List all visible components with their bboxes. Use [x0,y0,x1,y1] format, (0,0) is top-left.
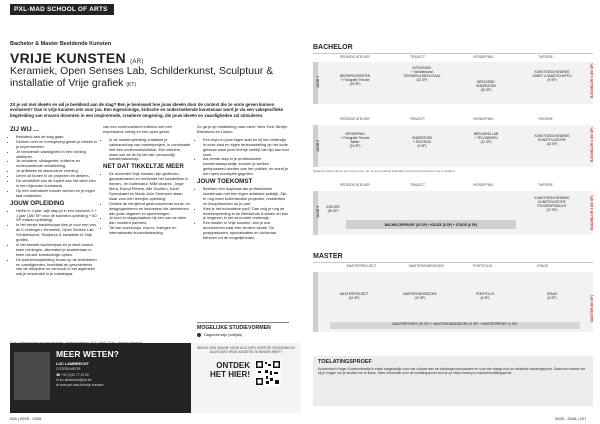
paragraph: van een onderzoekend individu met een expressieve menig en een open geest. [103,124,172,134]
subtitle [10,66,292,91]
phone-icon: ☎ [56,373,62,377]
master-strip: MASTERPROEF (30 SP) + MASTERONDERZOEK (9 SP) + MASTERPROEF (3 SP) [330,322,580,329]
globe-icon: ⊕ [56,383,60,387]
row-side-label: BACHELOR 1 (60 SP) [590,63,594,98]
contact-site[interactable]: ⊕ www.pxl-mad.be/vrije-kunsten [56,383,104,387]
list-opleiding [10,209,98,278]
phase-label: STAGE [537,264,549,268]
master-cell: STAGE (6 SP) [546,292,558,300]
circle-check-icon [197,333,201,337]
page-footer-right: 2025 - 2026 | 227 [555,416,587,421]
list-zij-wij [10,135,98,199]
list-item: • Als eerste stap in je professionele kunstenaarspraktijk, kunnen je werken geëxposeerd worden aan het publiek, en wordt je een open kunstplek gegeven. [203,157,289,177]
list-item: • Tal van workshops, expo's, lezingen en internationale kunstuitwisseling. [109,226,191,236]
paragraph: Zo ga je op ontdekking naar meer: New York, Berlijn, Barcelona en Lisbon. [197,124,288,134]
list-item: • De creativiteit van de expert aan het werk zien in een bijzonder kunstwerk. [16,179,98,189]
list-tikkeltje [103,172,191,236]
list-item: • Herfst in 4 jaar: wijk stap je in een bachelor 3 + 1 jaar (180 SP voor de bachelor-opleiding + 60 SP master-opleiding). [16,209,98,224]
bachelor-cell: ATELIER (30 SP) [326,205,340,213]
row-label: JAAR 2 [316,139,320,152]
list-item: • Je kunt er stageplaatsen bij één van de meer dan honderd partners. [109,216,191,226]
list-item: • Kies je het educatieve pad? Dan volg je nog de lerarenopleiding in de Beeldende Kunsten en kan je lesgeven in het secundair onderwijs. [203,207,289,222]
contact-photo [14,352,50,400]
column-2 [103,125,191,236]
list-item: • In de masteropleiding ontwikkel je vakmanschap van masterproject, in combinatie met een onderzoeksluitstuk. Een kleinere, maar ook de ist bij het vak: persoonlijk kunstenaarschap. [109,138,191,163]
list-item: • In het tweede bachelorjaar en je kiest tussen twee richtingen, alternatief je studeerbaar in twee nieuwe kunstzinnige opties. [16,243,98,258]
phase-label: PERIODE ATELIER [340,55,370,59]
contact-role: COÖRDINATOR [56,367,81,371]
bachelor-cell: INTEGRATIE + Schilderkunst TEKENEN & BEELDTAAL (21 SP) [403,66,441,82]
phase-label: PERIODE ATELIER [340,117,370,121]
school-header: PXL-MAD SCHOOL OF ARTS [10,4,114,15]
bachelor-cell: BEELDEND ONDERZOEK (15 SP) [475,80,497,92]
contact-email[interactable]: ✉ luc.lambrecht@pxl.be [56,378,92,382]
phase-label: THEORIE [538,117,553,121]
intro-text: Zit je vol met ideeën en wil je beeldend aan de slag? Ben je benieuwd hoe jouw ideeën door de context die ze vorm geven kunnen evolueren? Dan is vrije kunsten iets voor jou. Een eigenzinnige, kritische en onderzoekende kunstenaar word je via een vakspecifieke begeleiding van ervaren docenten in een inspirerende, creatieve omgeving, die jouw ideeën en vaardigheden zal stimuleren. [10,102,284,118]
row-label: JAAR 1 [316,75,320,88]
phase-label: VERDIEPING [473,117,494,121]
list-item: • Op een individuele manier werken en je eigen taal ontdekken. [16,189,98,199]
phase-label: TRAJECT [410,183,426,187]
list-item: • De bachelorsopleiding focust op de technieken en vaardigheden, beeldtaal en geschiedenis van de discipline en verhoudt in het algemeen wat je bewandelt in je masterjaar. [16,258,98,278]
list-item: • Je creatieve, uitdagende, kritische en onderzoekende ontwikkeling. [16,159,98,169]
bachelor-cell: KUNSTGESCHIEDENIS KUNSTFILOSOFIE STUDIEOPDRACHT (21 SP) [534,196,570,212]
phase-label: THEORIE [538,183,553,187]
phase-label: VERDIEPING [473,183,494,187]
qr-code-icon[interactable] [255,360,281,386]
master-cell: MASTERONDERZOEK (12 SP) [403,292,437,300]
heading-jouw-opleiding: JOUW OPLEIDING [10,199,65,207]
phase-label: VERDIEPING [473,55,494,59]
divider [313,262,593,263]
phase-label: MASTERONDERZOEK [409,264,444,268]
list-master [103,138,191,163]
list-item: • Beeldend aan de slag gaan. [16,135,98,140]
subtitle-tag: (KT) [126,81,137,88]
phase-label: PERIODE ATELIER [340,183,370,187]
bachelor-note: Naast de Performance een lid van een van de interessante Standard of Performance kerken die in Holland. [313,169,456,173]
column-3 [197,125,289,241]
list-item: • Ontdek de verrijkend gestructureerde kunst- en designgastheren en bezoekers die deelnemen aan jouw uitgaven en opmerkingen. [109,202,191,217]
heading-zij-wij: ZIJ WIJ ... [10,126,39,133]
bachelor-cell: VERDIEPING + Fotografie Theorie Atelier (24 SP) [340,132,370,148]
list-toekomst [197,187,289,241]
phase-label: THEORIE [538,55,553,59]
column-1 [10,125,98,277]
row-side-label: BACHELOR 3 (60 SP) [590,195,594,230]
divider [313,53,593,54]
admission-title: TOELATINGSPROEF [318,359,372,365]
contact-name: LUC LAMBRECHT [56,362,89,366]
list-item: • De docenten Vrije kunsten zijn gedreven, gepassioneerd en herkende het kunstmilieu in binnen-, en buitenland. Mike Alvarez, Jorge Mera, Ewout Pieters, Alle Scuttleu, Karel Speeckaert en Marie-Julie Sorensen staan klaar voor een leerrijke opleiding. [109,172,191,201]
page-footer-left: 226 | 2025 - 2026 [10,416,42,421]
phase-label: PORTFOLIO [473,264,493,268]
row-label: JAAR 3 [316,205,320,218]
subtitle-text: Keramiek, Open Senses Lab, Schilderkunst, Sculptuur & installatie of Vrije grafiek [10,65,274,89]
master-title: MASTER [313,253,343,260]
qr-cta: ONTDEK HET HIER! [210,361,250,379]
bachelor-cell: ONDERZOEK + RICHTING (9 SP) [411,136,433,148]
phase-label: MASTERPROJECT [347,264,377,268]
title-text: VRIJE KUNSTEN [10,50,126,66]
bachelor-title: BACHELOR [313,44,353,51]
bachelor-strip: BACHELORPROEF (20 SP) + KEUZE (8 SP) + STAGE (6 SP) [346,220,516,229]
bachelor-cell: BEGRIPSGROEPEN + Fotografie Theorie (15 SP) [339,74,371,86]
admission-text: Academisch Hoger Kunstonderwijs is enkel toegankelijk voor wie voldoet aan de toelatingsvoorwaarden en voor wie slaagt voor de artistieke toelatingsproef. Daarvoor moeten we bij je vragen om je studies toe te staan. Meer informatie over de toelatingsproef vind je op https://www.pxl-mad.be/toelatingsproef. [318,367,586,376]
callout-item: Dagonderwijs (voltijds) [197,333,289,337]
row-side-label: MASTER (60 SP) [590,295,594,322]
list-item: • Je artistieke en discursieve vorming. [16,169,98,174]
list-item: • Je beeldende vaardigheid in één richting uitdiepen. [16,150,98,160]
list-item: • Leren uit fouten in de projecten en ateliers. [16,174,98,179]
list-expo [197,138,289,177]
bachelor-cell: KUNSTGESCHIEDENIS KUNST & MAATSCHAPPIJ (9 SP) [532,70,572,82]
phase-label: TRAJECT [410,117,426,121]
heading-tikkeltje-meer: NET DAT TIKKELTJE MEER [103,163,184,171]
contact-title: MEER WETEN? [56,349,119,359]
list-item: • Beelden een loopbaan als professionele kunstenaar met een eigen artistieke praktijk. Zijn er nog meer buitenlandse projecten, residenties en lesopdrachten op je pad. [203,187,289,207]
contact-phone: ☎ +32 (0)11 77 10 59 [56,373,89,377]
list-item: • Denken over en vormgeving geven je ideeën in je experimenten. [16,140,98,150]
list-item: • Een master in Vrije kunsten, kan je ook doorstromen naar een verdere studie. De postgraduaten, specialisaties en doctoraat behoren tot de mogelijkheden. [203,221,289,241]
master-cell: MASTERPROJECT (24 SP) [339,292,369,300]
master-cell: PORTFOLIO (6 SP) [475,292,495,300]
mail-icon: ✉ [56,378,60,382]
heading-jouw-toekomst: JOUW TOEKOMST [197,178,253,186]
list-item: • Een expo in jouw eigen stad en bij het onderwijs in onze stad en eigen tentoonstelling op het oude gebouw waar jouw leerrijk verblijf van tijd aan bod komt. [203,138,289,158]
page-title [10,50,144,66]
bachelor-cell: KUNSTGESCHIEDENIS KUNSTFILOSOFIE (15 SP) [534,134,570,146]
studievormen-box [197,322,289,337]
phase-label: TRAJECT [410,55,426,59]
callout-title: MOGELIJKE STUDIEVORMEN [197,325,271,331]
kicker: Bachelor & Master Beeldende Kunsten [10,41,112,47]
title-tag: (AR) [130,59,144,65]
row-side-label: BACHELOR 2 (60 SP) [590,127,594,162]
qr-text: BEKIJK ONS ONLINE VOOR ALLE INFO OVER DE OPLEIDING EN ALLES WAT VRIJE KUNSTEN TE BIEDEN HEEFT [197,346,295,354]
list-item: • In het eerste bachelorjaar kies je voor een van de 5 richtingen: Keramiek, Open Senses Lab, Schilderkunst, Sculptuur & installatie of Vrije grafiek. [16,223,98,243]
bachelor-cell: BEELDEND LAB + TECHNIEKEN (12 SP) [473,132,499,144]
